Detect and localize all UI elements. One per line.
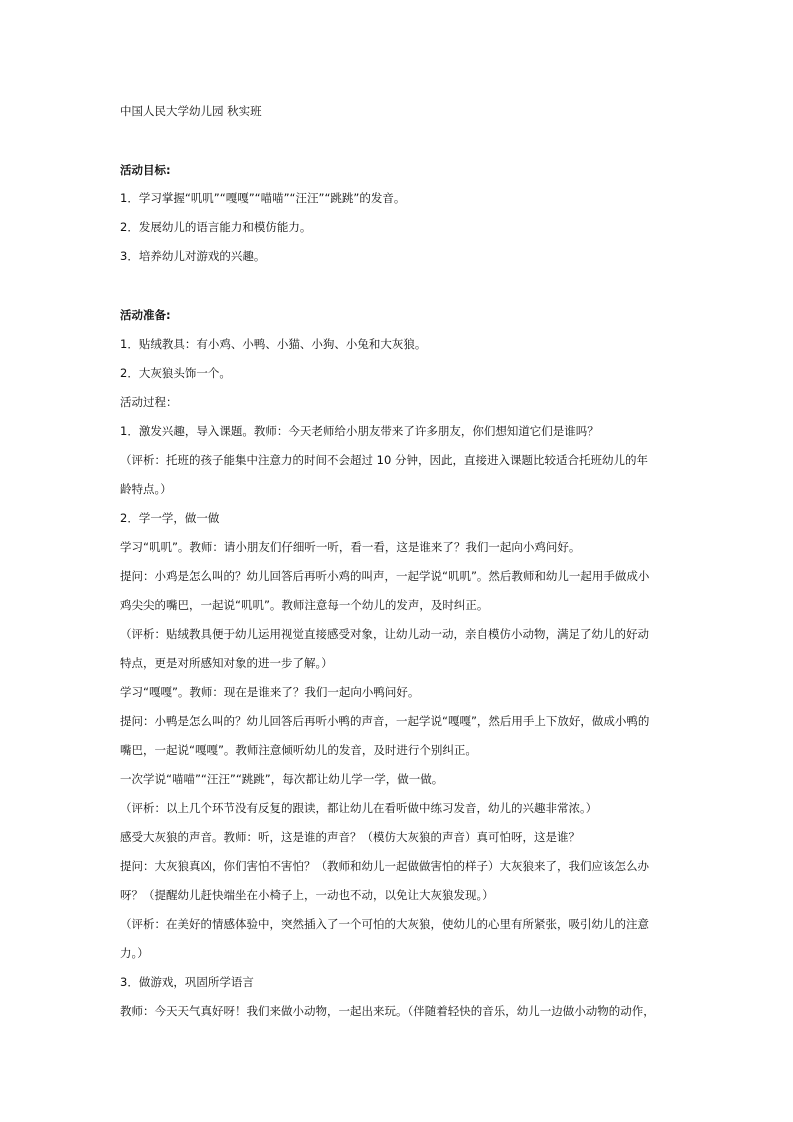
process-line: （评析：托班的孩子能集中注意力的时间不会超过 10 分钟，因此，直接进入课题比较适合托班幼儿的年 (120, 453, 648, 467)
process-line: 1．激发兴趣，导入课题。教师：今天老师给小朋友带来了许多朋友，你们想知道它们是谁吗？ (120, 424, 599, 438)
process-line: 一次学说“喵喵”“汪汪”“跳跳”，每次都让幼儿学一学，做一做。 (120, 772, 444, 786)
process-line: 特点，更是对所感知对象的进一步了解。） (120, 656, 333, 670)
process-line: 学习“叽叽”。教师：请小朋友们仔细听一听，看一看，这是谁来了？我们一起向小鸡问好。 (120, 540, 581, 554)
process-line: 2．学一学，做一做 (120, 511, 220, 525)
process-line: 感受大灰狼的声音。教师：听，这是谁的声音？（模仿大灰狼的声音）真可怕呀，这是谁？ (120, 830, 580, 844)
prep-item: 2．大灰狼头饰一个。 (120, 366, 231, 380)
process-line: （评析：在美好的情感体验中，突然插入了一个可怕的大灰狼，使幼儿的心里有所紧张，吸引幼儿的注意 (120, 917, 649, 931)
prep-heading: 活动准备: (120, 308, 171, 322)
process-line: 教师：今天天气真好呀！我们来做小动物，一起出来玩。（伴随着轻快的音乐，幼儿一边做小动物的动作， (120, 1004, 655, 1018)
process-line: 学习“嘎嘎”。教师：现在是谁来了？我们一起向小鸭问好。 (120, 685, 420, 699)
process-line: （评析：贴绒教具便于幼儿运用视觉直接感受对象，让幼儿动一动，亲自模仿小动物，满足了幼儿的好动 (120, 627, 649, 641)
document-header: 中国人民大学幼儿园 秋实班 (120, 104, 262, 118)
process-line: 鸡尖尖的嘴巴，一起说“叽叽”。教师注意每一个幼儿的发声，及时纠正。 (120, 598, 489, 612)
goal-item: 2．发展幼儿的语言能力和模仿能力。 (120, 220, 312, 234)
process-line: 提问：小鸭是怎么叫的？幼儿回答后再听小鸭的声音，一起学说“嘎嘎”，然后用手上下放好，做成小鸭的 (120, 714, 650, 728)
process-line: 龄特点。） (120, 482, 172, 496)
goals-heading: 活动目标: (120, 163, 171, 177)
process-line: 3．做游戏，巩固所学语言 (120, 975, 254, 989)
process-line: 嘴巴，一起说“嘎嘎”。教师注意倾听幼儿的发音，及时进行个别纠正。 (120, 743, 477, 757)
process-line: 呀？（提醒幼儿赶快端坐在小椅子上，一动也不动，以免让大灰狼发现。） (120, 888, 494, 902)
prep-item: 1．贴绒教具：有小鸡、小鸭、小猫、小狗、小兔和大灰狼。 (120, 337, 427, 351)
process-line: （评析：以上几个环节没有反复的跟读，都让幼儿在看听做中练习发音，幼儿的兴趣非常浓。） (120, 801, 598, 815)
process-line: 提问：大灰狼真凶，你们害怕不害怕？（教师和幼儿一起做做害怕的样子）大灰狼来了，我们应该怎么办 (120, 859, 649, 873)
process-heading: 活动过程： (120, 395, 178, 409)
goal-item: 3．培养幼儿对游戏的兴趣。 (120, 249, 266, 263)
goal-item: 1．学习掌握“叽叽”“嘎嘎”“喵喵”“汪汪”“跳跳”的发音。 (120, 191, 406, 205)
process-line: 提问：小鸡是怎么叫的？幼儿回答后再听小鸡的叫声，一起学说“叽叽”。然后教师和幼儿一起用手做成小 (120, 569, 650, 583)
process-line: 力。） (120, 946, 149, 960)
